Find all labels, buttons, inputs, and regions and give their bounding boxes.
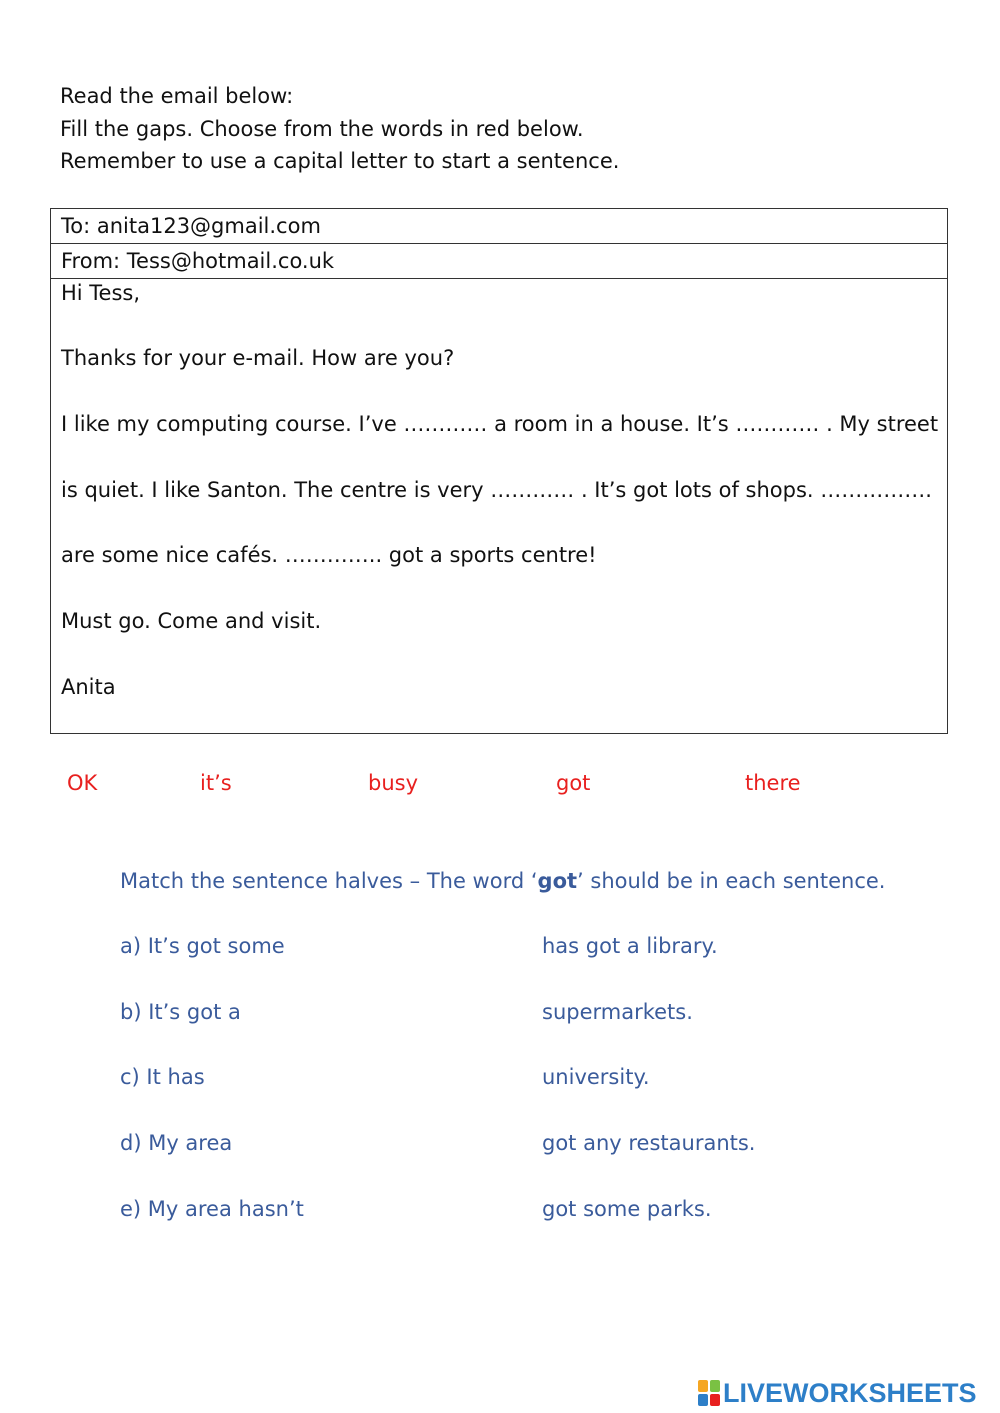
logo-tile xyxy=(710,1380,720,1392)
instruction-line-2: Fill the gaps. Choose from the words in red below. xyxy=(60,116,584,141)
match-left-item: d) My area xyxy=(120,1131,233,1155)
word-bank-item: it’s xyxy=(200,771,232,795)
logo-tile xyxy=(710,1394,720,1406)
email-signature: Anita xyxy=(61,675,116,699)
instruction-line-1: Read the email below: xyxy=(60,84,294,108)
match-title-after: ’ should be in each sentence. xyxy=(577,869,886,893)
match-right-item: got any restaurants. xyxy=(542,1131,756,1155)
email-to: To: anita123@gmail.com xyxy=(51,209,947,244)
match-title-before: Match the sentence halves – The word ‘ xyxy=(120,869,538,893)
match-left-item: e) My area hasn’t xyxy=(120,1197,304,1221)
match-title xyxy=(120,869,885,893)
match-left-item: c) It has xyxy=(120,1065,205,1089)
logo-tile xyxy=(698,1394,708,1406)
match-right-item: got some parks. xyxy=(542,1197,712,1221)
match-right-item: has got a library. xyxy=(542,934,718,958)
email-greeting: Hi Tess, xyxy=(61,281,141,305)
email-line: Must go. Come and visit. xyxy=(61,609,322,633)
match-left-item: a) It’s got some xyxy=(120,934,285,958)
logo-icon xyxy=(698,1380,720,1406)
instructions xyxy=(60,80,619,178)
match-left-item: b) It’s got a xyxy=(120,1000,241,1024)
word-bank-item: got xyxy=(556,771,591,795)
word-bank-item: busy xyxy=(368,771,419,795)
logo-text: LIVEWORKSHEETS xyxy=(723,1377,977,1408)
email-line: Thanks for your e-mail. How are you? xyxy=(61,346,455,370)
word-bank-item: OK xyxy=(67,771,98,795)
email-from: From: Tess@hotmail.co.uk xyxy=(51,244,947,279)
email-box xyxy=(50,208,948,734)
match-right-item: university. xyxy=(542,1065,650,1089)
email-line: are some nice cafés. ………….. got a sports centre! xyxy=(61,543,597,567)
instruction-line-3: Remember to use a capital letter to start a sentence. xyxy=(60,149,620,173)
email-line: I like my computing course. I’ve ………… a room in a house. It’s ………… . My street xyxy=(61,412,939,436)
liveworksheets-logo xyxy=(698,1377,977,1409)
email-line: is quiet. I like Santon. The centre is very ………… . It’s got lots of shops. ……………. xyxy=(61,478,932,502)
word-bank-item: there xyxy=(745,771,801,795)
match-right-item: supermarkets. xyxy=(542,1000,693,1024)
match-title-bold: got xyxy=(537,869,578,893)
logo-tile xyxy=(698,1380,708,1392)
